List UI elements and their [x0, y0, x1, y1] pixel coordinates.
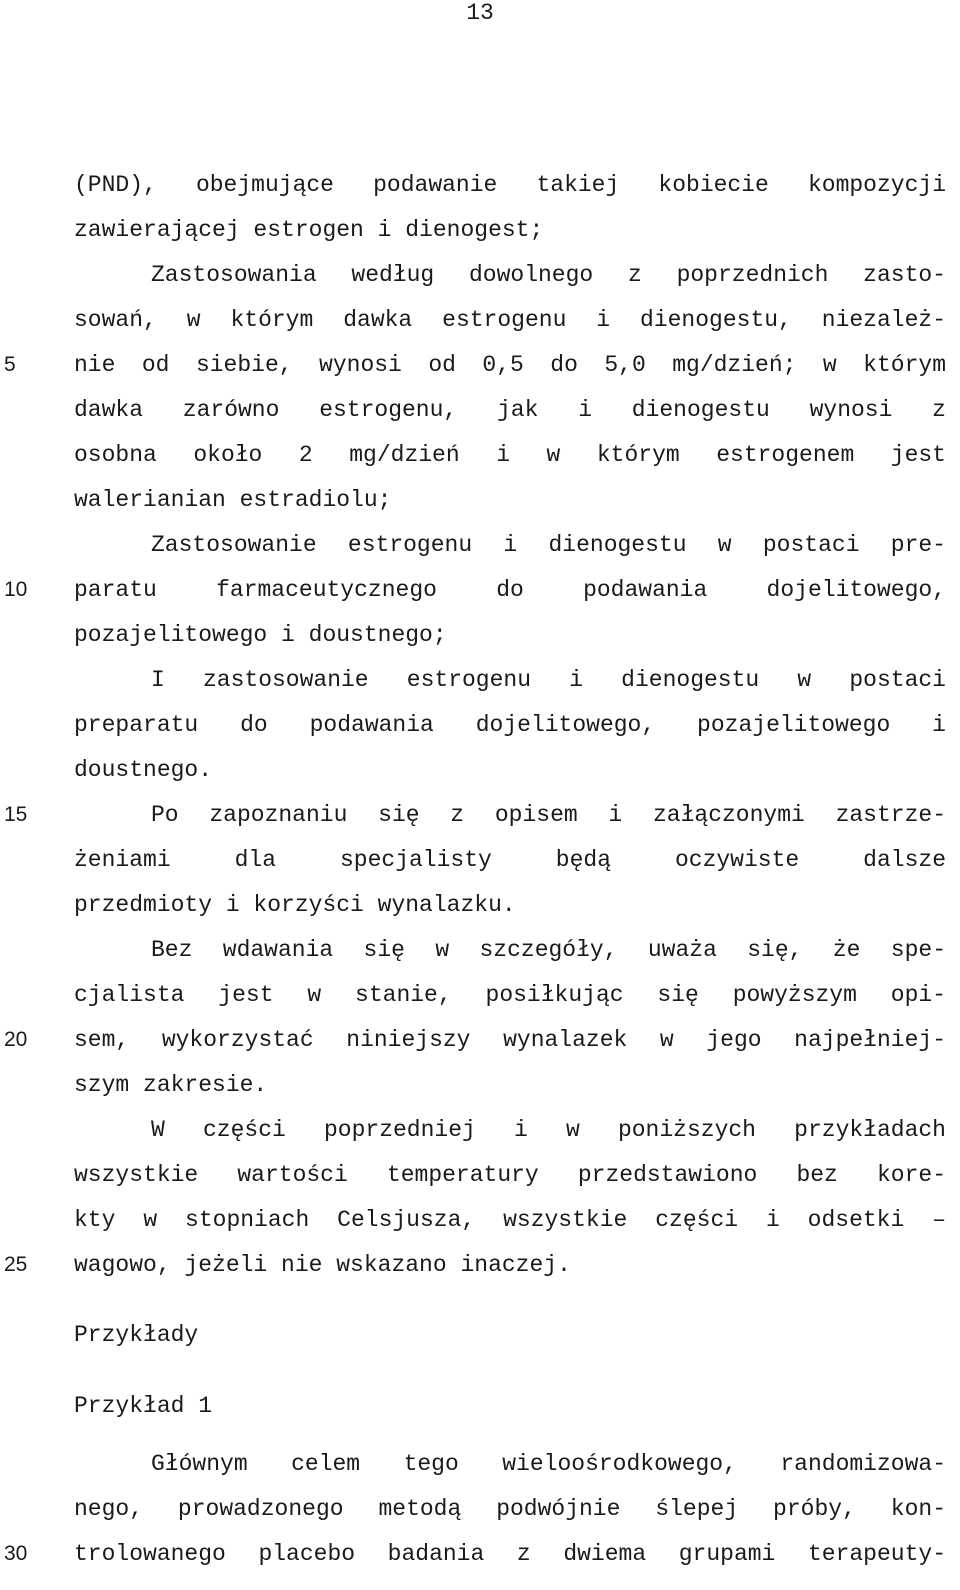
text-line	[0, 1117, 960, 1162]
line-text: osobna około 2 mg/dzień i w którym estrogenem jest	[74, 442, 946, 468]
text-line	[0, 172, 960, 217]
section-heading-examples: Przykłady	[74, 1322, 199, 1348]
text-line	[0, 442, 960, 487]
line-text: nie od siebie, wynosi od 0,5 do 5,0 mg/dzień; w którym	[74, 352, 946, 378]
text-line	[0, 667, 960, 712]
line-text: żeniami dla specjalisty będą oczywiste dalsze	[74, 847, 946, 873]
text-line	[0, 1252, 960, 1297]
line-text: przedmioty i korzyści wynalazku.	[74, 892, 516, 918]
text-line	[0, 577, 960, 622]
line-number: 20	[4, 1028, 28, 1051]
line-text: (PND), obejmujące podawanie takiej kobiecie kompozycji	[74, 172, 946, 198]
line-text: Zastosowania według dowolnego z poprzednich zasto-	[151, 262, 946, 288]
text-line	[0, 982, 960, 1027]
line-text: paratu farmaceutycznego do podawania dojelitowego,	[74, 577, 946, 603]
text-line	[0, 307, 960, 352]
text-line	[0, 397, 960, 442]
text-line	[0, 1451, 960, 1496]
line-text: Po zapoznaniu się z opisem i załączonymi zastrze-	[151, 802, 946, 828]
line-text: pozajelitowego i doustnego;	[74, 622, 447, 648]
line-number: 25	[4, 1253, 28, 1276]
text-line	[0, 532, 960, 577]
text-line	[0, 1072, 960, 1117]
text-line	[0, 892, 960, 937]
line-text: wszystkie wartości temperatury przedstawiono bez kore-	[74, 1162, 946, 1188]
line-text: dawka zarówno estrogenu, jak i dienogestu wynosi z	[74, 397, 946, 423]
text-line	[0, 352, 960, 397]
text-line	[0, 1162, 960, 1207]
text-line	[0, 847, 960, 892]
line-text: sowań, w którym dawka estrogenu i dienogestu, niezależ-	[74, 307, 946, 333]
line-text: walerianian estradiolu;	[74, 487, 392, 513]
line-text: cjalista jest w stanie, posiłkując się powyższym opi-	[74, 982, 946, 1008]
page-number: 13	[466, 0, 494, 26]
line-text: zawierającej estrogen i dienogest;	[74, 217, 544, 243]
line-number: 15	[4, 803, 28, 826]
line-text: szym zakresie.	[74, 1072, 268, 1098]
text-line	[0, 1496, 960, 1541]
text-line	[0, 262, 960, 307]
text-line	[0, 712, 960, 757]
line-text: Zastosowanie estrogenu i dienogestu w postaci pre-	[151, 532, 946, 558]
line-number: 30	[4, 1542, 28, 1565]
text-line	[0, 937, 960, 982]
text-line	[0, 487, 960, 532]
section-heading-example-1: Przykład 1	[74, 1393, 213, 1419]
text-line	[0, 217, 960, 262]
text-line	[0, 802, 960, 847]
line-text: Bez wdawania się w szczegóły, uważa się, że spe-	[151, 937, 946, 963]
line-text: sem, wykorzystać niniejszy wynalazek w jego najpełniej-	[74, 1027, 946, 1053]
line-number: 10	[4, 578, 28, 601]
line-text: nego, prowadzonego metodą podwójnie ślepej próby, kon-	[74, 1496, 946, 1522]
text-line	[0, 1027, 960, 1072]
line-number: 5	[4, 353, 16, 376]
text-line	[0, 622, 960, 667]
text-line	[0, 1541, 960, 1586]
line-text: I zastosowanie estrogenu i dienogestu w postaci	[151, 667, 946, 693]
line-text: wagowo, jeżeli nie wskazano inaczej.	[74, 1252, 571, 1278]
text-line	[0, 1207, 960, 1252]
line-text: doustnego.	[74, 757, 213, 783]
line-text: kty w stopniach Celsjusza, wszystkie części i odsetki –	[74, 1207, 946, 1233]
line-text: Głównym celem tego wieloośrodkowego, randomizowa-	[151, 1451, 946, 1477]
text-line	[0, 757, 960, 802]
line-text: trolowanego placebo badania z dwiema grupami terapeuty-	[74, 1541, 946, 1567]
line-text: preparatu do podawania dojelitowego, pozajelitowego i	[74, 712, 946, 738]
line-text: W części poprzedniej i w poniższych przykładach	[151, 1117, 946, 1143]
